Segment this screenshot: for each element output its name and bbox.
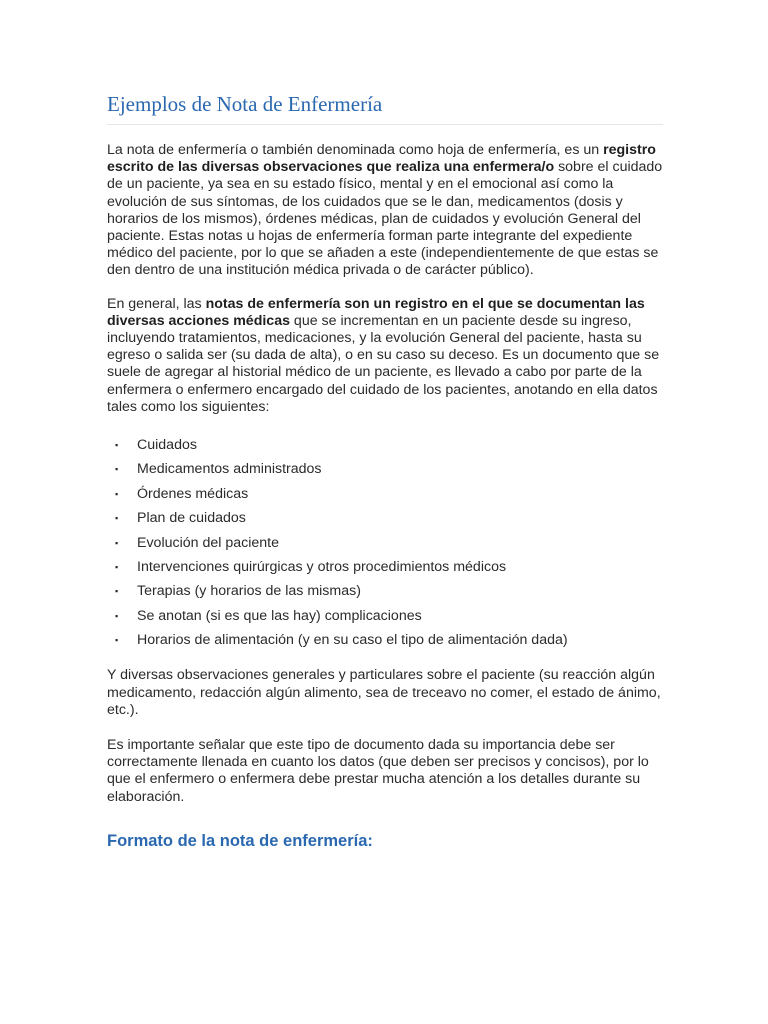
bullet-icon: ▪ (115, 440, 119, 451)
document-page (107, 90, 663, 852)
list-item-text: Terapias (y horarios de las mismas) (137, 583, 361, 600)
list-item-text: Horarios de alimentación (y en su caso el tipo de alimentación dada) (137, 632, 568, 649)
page-title: Ejemplos de Nota de Enfermería (107, 90, 663, 125)
list-item (107, 632, 663, 649)
importance-paragraph: Es importante señalar que este tipo de documento dada su importancia debe ser correctamente llenada en cuanto los datos (que deben ser precisos y concisos), por lo que el enfermero o enfermera debe prestar mucha atención a los detalles durante su elaboración. (107, 736, 649, 805)
observations-paragraph: Y diversas observaciones generales y particulares sobre el paciente (su reacción algún medicamento, redacción algún alimento, sea de treceavo no comer, el estado de ánimo, etc.). (107, 667, 661, 718)
list-item (107, 535, 663, 552)
bullet-icon: ▪ (115, 610, 119, 621)
intro-paragraph (107, 142, 663, 280)
list-item (107, 583, 663, 600)
intro-text-2: sobre el cuidado de un paciente, ya sea en su estado físico, mental y en el emocional así como la evolución de sus síntomas, de los cuidados que se le dan, medicamentos (dosis y horarios de los mismos), órdenes médicas, plan de cuidados y evolución General del paciente. Estas notas u hojas de enfermería forman parte integrante del expediente médico del paciente, por lo que se añaden a este (independientemente de que estas se den dentro de una institución médica privada o de carácter público). (107, 159, 663, 279)
intro-bold-text: registro escrito de las diversas observaciones que realiza una enfermera/o (107, 142, 656, 176)
bullet-icon: ▪ (115, 562, 119, 572)
list-item (107, 437, 663, 454)
list-item (107, 608, 663, 625)
intro-text-1: La nota de enfermería o también denominada como hoja de enfermería, es un (107, 142, 604, 158)
bullet-icon: ▪ (115, 488, 119, 499)
general-text-2: que se incrementan en un paciente desde su ingreso, incluyendo tratamientos, medicaciones, y la evolución General del paciente, hasta su egreso o salida ser (su dada de alta), o en su caso su deceso. Es un documento que se suele de agregar al historial médico de un paciente, es llevado a cabo por parte de la enfermera o enfermero encargado del cuidado de los pacientes, anotando en ella datos tales como los siguientes: (107, 312, 660, 415)
list-item-text: Cuidados (137, 437, 197, 454)
list-item (107, 559, 663, 576)
list-item-text: Medicamentos administrados (137, 461, 322, 478)
general-paragraph (107, 296, 663, 416)
bullet-icon: ▪ (115, 635, 119, 646)
data-list (107, 437, 663, 649)
list-item (107, 510, 663, 527)
bullet-icon: ▪ (115, 513, 119, 524)
bullet-icon: ▪ (115, 586, 119, 597)
bullet-icon: ▪ (115, 537, 119, 548)
bullet-icon: ▪ (115, 464, 119, 475)
general-text-1: En general, las (107, 295, 206, 312)
list-item-text: Plan de cuidados (137, 510, 246, 527)
list-item-text: Evolución del paciente (137, 534, 279, 551)
section-subtitle: Formato de la nota de enfermería: (107, 831, 373, 850)
general-bold-text: notas de enfermería son un registro en el que se documentan las diversas acciones médicas (107, 295, 645, 329)
list-item-text: Intervenciones quirúrgicas y otros procedimientos médicos (137, 559, 507, 575)
list-item (107, 486, 663, 503)
list-item (107, 461, 663, 478)
list-item-text: Órdenes médicas (137, 485, 249, 502)
list-item-text: Se anotan (si es que las hay) complicaciones (137, 607, 422, 624)
